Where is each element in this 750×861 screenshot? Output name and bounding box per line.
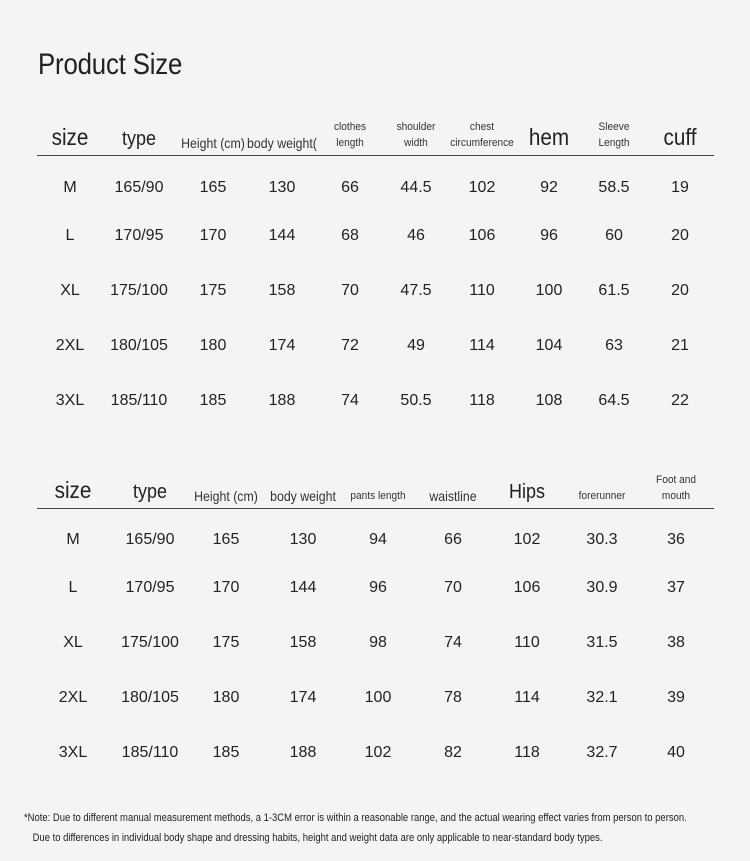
header-type: type — [132, 481, 168, 503]
table-cell: 21 — [671, 337, 689, 354]
table-cell: 70 — [444, 579, 462, 596]
table-cell: 36 — [667, 531, 685, 548]
header-size: size — [54, 477, 92, 503]
table-cell: 144 — [268, 227, 296, 244]
size-label: L — [68, 579, 78, 596]
size-label: 3XL — [58, 744, 88, 761]
table-cell: 44.5 — [400, 179, 432, 196]
table-cell: 185/110 — [121, 744, 179, 761]
table-cell: 165/90 — [114, 179, 164, 196]
table-cell: 180/105 — [110, 337, 168, 354]
table-cell: 22 — [671, 392, 689, 409]
table-cell: 185 — [199, 392, 227, 409]
size-label: 2XL — [58, 689, 88, 706]
table-cell: 92 — [540, 179, 558, 196]
table-cell: 110 — [469, 282, 495, 299]
table-cell: 185/110 — [110, 392, 168, 409]
header-type: type — [121, 128, 157, 150]
table-cell: 58.5 — [598, 179, 630, 196]
size-label: 2XL — [55, 337, 85, 354]
table-cell: 114 — [469, 337, 495, 354]
table-cell: 170/95 — [114, 227, 164, 244]
table-cell: 38 — [667, 634, 685, 651]
table-cell: 108 — [535, 392, 563, 409]
table-cell: 96 — [540, 227, 558, 244]
note-line-1: *Note: Due to different manual measurement methods, a 1-3CM error is within a reasonable range, and the actual wearing effect varies from person to person. — [24, 812, 687, 824]
table-cell: 74 — [444, 634, 462, 651]
table-cell: 106 — [468, 227, 496, 244]
table-cell: 130 — [268, 179, 296, 196]
table-cell: 165 — [199, 179, 227, 196]
header-divider — [37, 155, 714, 156]
table-cell: 20 — [671, 227, 689, 244]
table-cell: 66 — [444, 531, 462, 548]
header-clothes-length: clothes length — [333, 121, 367, 149]
size-table-bottom — [37, 466, 714, 776]
table-cell: 32.1 — [586, 689, 618, 706]
header-height-cm: Height (cm) — [181, 135, 245, 151]
table-cell: 98 — [369, 634, 387, 651]
table-cell: 72 — [341, 337, 359, 354]
table-cell: 180 — [199, 337, 227, 354]
table-cell: 118 — [514, 744, 540, 761]
table-cell: 63 — [605, 337, 623, 354]
table-cell: 100 — [364, 689, 392, 706]
table-cell: 31.5 — [586, 634, 618, 651]
table-cell: 82 — [444, 744, 462, 761]
table-cell: 20 — [671, 282, 689, 299]
table-cell: 70 — [341, 282, 359, 299]
table-cell: 170/95 — [125, 579, 175, 596]
header-foot-and-mouth: Foot and mouth — [656, 474, 696, 502]
table-cell: 110 — [514, 634, 540, 651]
table-cell: 68 — [341, 227, 359, 244]
table-cell: 180/105 — [121, 689, 179, 706]
page-title: Product Size — [38, 48, 183, 81]
table-cell: 180 — [212, 689, 240, 706]
header-waistline: waistline — [429, 488, 477, 504]
table-cell: 175/100 — [121, 634, 179, 651]
header-body-weight: body weight — [270, 488, 336, 504]
table-cell: 61.5 — [598, 282, 630, 299]
size-table-top — [37, 113, 714, 423]
table-cell: 46 — [407, 227, 425, 244]
table-cell: 158 — [289, 634, 317, 651]
table-cell: 30.9 — [586, 579, 618, 596]
table-cell: 104 — [535, 337, 563, 354]
table-cell: 94 — [369, 531, 387, 548]
header-hips: Hips — [508, 481, 545, 503]
table-cell: 158 — [268, 282, 296, 299]
table-cell: 100 — [535, 282, 563, 299]
header-cuff: cuff — [663, 124, 697, 150]
table-cell: 175 — [199, 282, 227, 299]
table-cell: 144 — [289, 579, 317, 596]
table-cell: 175 — [212, 634, 240, 651]
note-line-2: Due to differences in individual body shape and dressing habits, height and weight data are only applicable to near-standard body types. — [32, 832, 603, 844]
table-cell: 32.7 — [586, 744, 618, 761]
table-cell: 174 — [268, 337, 296, 354]
table-cell: 165 — [212, 531, 240, 548]
table-cell: 130 — [289, 531, 317, 548]
size-label: L — [65, 227, 75, 244]
table-cell: 47.5 — [400, 282, 432, 299]
table-cell: 170 — [199, 227, 227, 244]
table-cell: 170 — [212, 579, 240, 596]
table-cell: 185 — [212, 744, 240, 761]
table-cell: 118 — [469, 392, 495, 409]
table-cell: 64.5 — [598, 392, 630, 409]
table-cell: 174 — [289, 689, 317, 706]
table-cell: 106 — [513, 579, 541, 596]
size-label: M — [66, 531, 80, 548]
table-cell: 102 — [468, 179, 496, 196]
table-cell: 114 — [514, 689, 540, 706]
header-shoulder-width: shoulder width — [396, 121, 436, 149]
notes — [24, 808, 687, 848]
table-cell: 74 — [341, 392, 359, 409]
header-sleeve-length: Sleeve Length — [598, 121, 630, 149]
table-cell: 39 — [667, 689, 685, 706]
size-label: XL — [63, 634, 83, 651]
table-cell: 40 — [667, 744, 685, 761]
header-divider — [37, 508, 714, 509]
table-cell: 19 — [671, 179, 689, 196]
size-label: 3XL — [55, 392, 85, 409]
table-cell: 50.5 — [400, 392, 432, 409]
table-cell: 165/90 — [125, 531, 175, 548]
table-cell: 102 — [513, 531, 541, 548]
table-cell: 37 — [667, 579, 685, 596]
size-label: M — [63, 179, 77, 196]
table-cell: 96 — [369, 579, 387, 596]
header-hem: hem — [528, 124, 570, 150]
table-cell: 102 — [364, 744, 392, 761]
table-cell: 188 — [268, 392, 296, 409]
table-cell: 30.3 — [586, 531, 618, 548]
table-cell: 66 — [341, 179, 359, 196]
header-size: size — [51, 124, 89, 150]
header-body-weight: body weight( — [247, 135, 317, 151]
size-label: XL — [60, 282, 80, 299]
header-pants-length: pants length — [350, 490, 406, 502]
header-height-cm: Height (cm) — [194, 488, 258, 504]
table-cell: 188 — [289, 744, 317, 761]
table-cell: 60 — [605, 227, 623, 244]
table-cell: 175/100 — [110, 282, 168, 299]
header-forerunner: forerunner — [578, 490, 626, 502]
table-cell: 78 — [444, 689, 462, 706]
header-chest-circumference: chest circumference — [450, 121, 514, 149]
table-cell: 49 — [407, 337, 425, 354]
